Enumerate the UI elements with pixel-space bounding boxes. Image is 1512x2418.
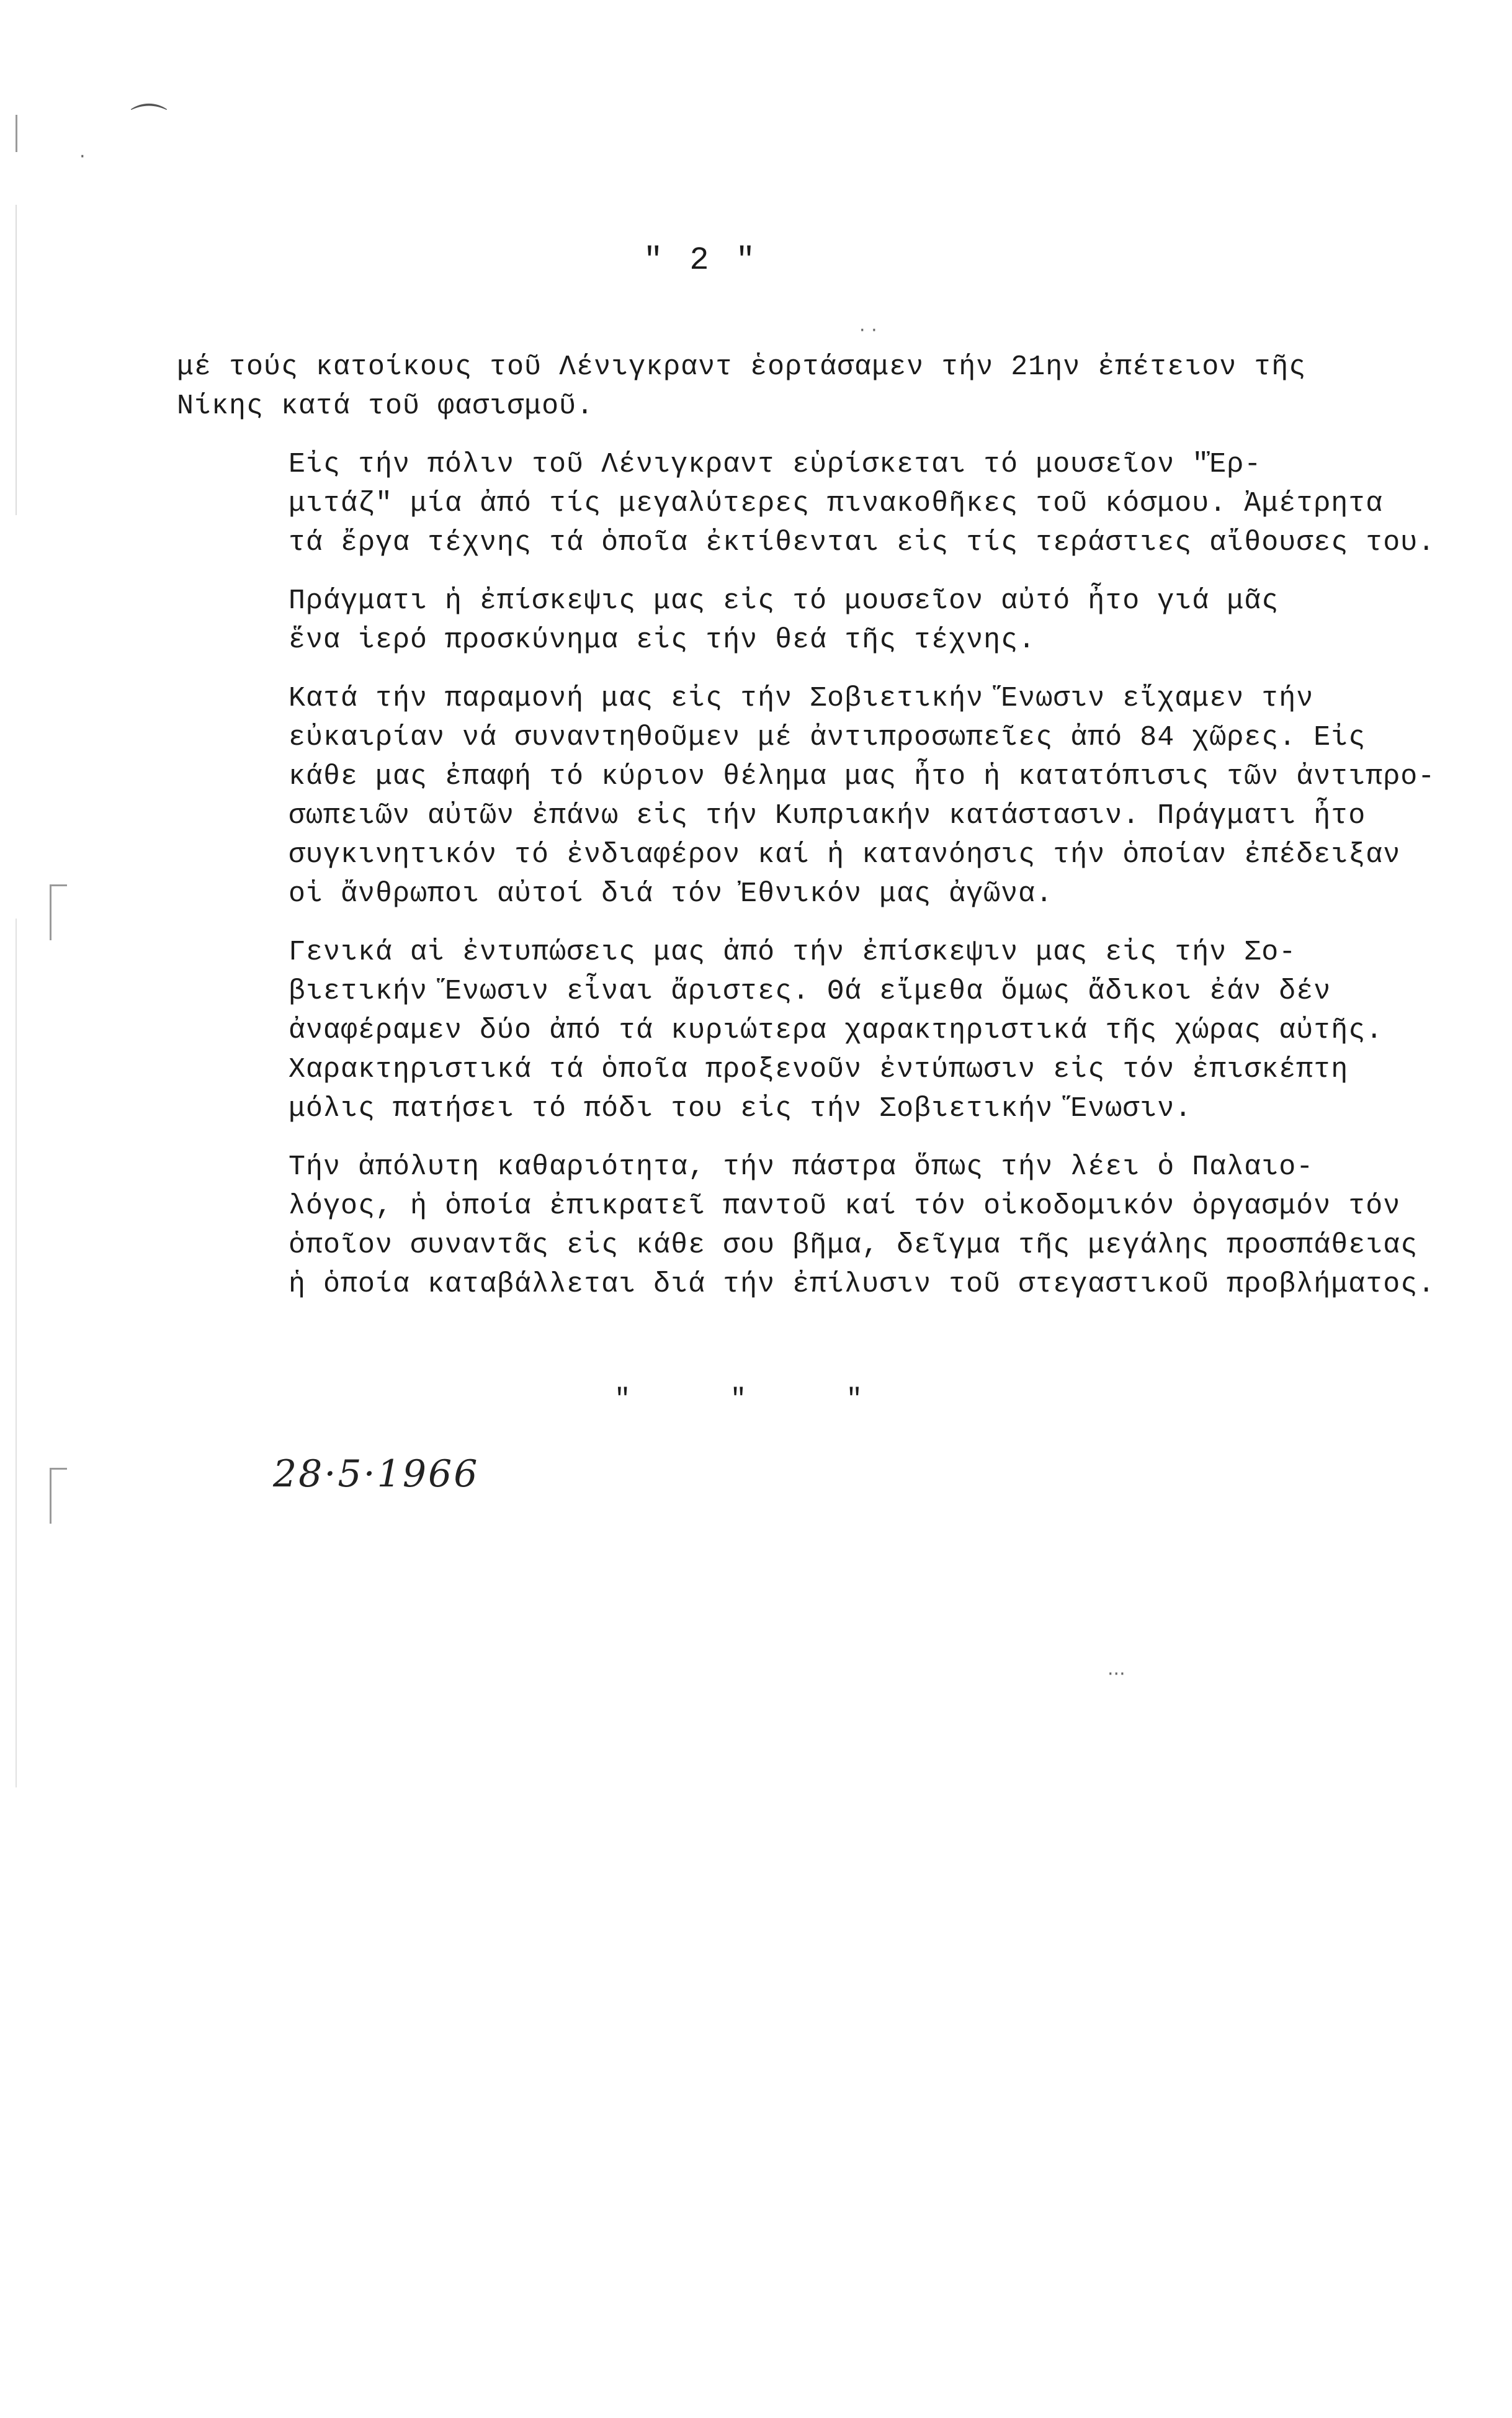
paragraph <box>177 1148 1436 1304</box>
text-line: κάθε μας ἐπαφή τό κύριον θέλημα μας ἦτο ἡ κατατόπισις τῶν ἀντιπρο- <box>289 761 1436 793</box>
text-line: μιτάζ" μία ἀπό τίς μεγαλύτερες πινακοθῆκες τοῦ κόσμου. Ἀμέτρητα <box>289 488 1384 519</box>
text-line: εὐκαιρίαν νά συναντηθοῦμεν μέ ἀντιπροσωπεῖες ἀπό 84 χῶρες. Εἰς <box>289 722 1366 753</box>
end-mark: " <box>614 1384 631 1415</box>
handwritten-date: 28·5·1966 <box>273 1452 480 1496</box>
text-line: Κατά τήν παραμονή μας εἰς τήν Σοβιετικήν Ἕνωσιν εἴχαμεν τήν <box>289 683 1314 714</box>
paragraph <box>177 348 1424 426</box>
left-bracket-mark <box>50 1468 67 1470</box>
text-line: συγκινητικόν τό ἐνδιαφέρον καί ἡ κατανόησις τήν ὁποίαν ἐπέδειξαν <box>289 839 1401 871</box>
left-bracket-mark <box>50 884 51 940</box>
text-line: Πράγματι ἡ ἐπίσκεψις μας εἰς τό μουσεῖον αὐτό ἦτο γιά μᾶς <box>289 585 1279 617</box>
text-line: μέ τούς κατοίκους τοῦ Λένιγκραντ ἑορτάσαμεν τήν 21ην ἐπέτειον τῆς <box>177 351 1307 383</box>
scan-dot-icon: · <box>79 146 86 168</box>
text-line: βιετικήν Ἕνωσιν εἶναι ἄριστες. Θά εἴμεθα ὅμως ἄδικοι ἐάν δέν <box>289 976 1331 1007</box>
text-line: Εἰς τήν πόλιν τοῦ Λένιγκραντ εὑρίσκεται τό μουσεῖον "Ἐρ- <box>289 449 1262 480</box>
paragraph <box>177 933 1424 1128</box>
left-bracket-mark <box>50 1468 51 1524</box>
text-line: λόγος, ἡ ὁποία ἐπικρατεῖ παντοῦ καί τόν οἰκοδομικόν ὀργασμόν τόν <box>289 1190 1401 1222</box>
left-bracket-mark <box>50 884 67 886</box>
text-line: σωπειῶν αὐτῶν ἐπάνω εἰς τήν Κυπριακήν κατάστασιν. Πράγματι ἦτο <box>289 800 1366 832</box>
left-edge-mark <box>16 205 17 515</box>
text-line: Χαρακτηριστικά τά ὁποῖα προξενοῦν ἐντύπωσιν εἰς τόν ἐπισκέπτη <box>289 1054 1349 1085</box>
paragraph <box>177 445 1436 562</box>
end-marks <box>614 1384 862 1415</box>
left-edge-mark <box>16 115 17 152</box>
text-line: ὁποῖον συναντᾶς εἰς κάθε σου βῆμα, δεῖγμα τῆς μεγάλης προσπάθειας <box>289 1229 1418 1261</box>
text-line: Τήν ἀπόλυτη καθαριότητα, τήν πάστρα ὅπως τήν λέει ὁ Παλαιο- <box>289 1151 1314 1183</box>
paragraph <box>177 582 1424 660</box>
text-line: ἕνα ἱερό προσκύνημα εἰς τήν θεά τῆς τέχνης. <box>289 624 1036 656</box>
scan-dot-icon: · · <box>859 320 877 341</box>
scan-mark-icon: ⌒ <box>130 101 168 145</box>
scan-dot-icon: ··· <box>1107 1663 1125 1685</box>
page-number: " 2 " <box>643 242 759 279</box>
left-edge-mark <box>16 919 17 1787</box>
text-line: μόλις πατήσει τό πόδι του εἰς τήν Σοβιετικήν Ἕνωσιν. <box>289 1093 1192 1125</box>
text-line: ἡ ὁποία καταβάλλεται διά τήν ἐπίλυσιν τοῦ στεγαστικοῦ προβλήματος. <box>289 1269 1436 1300</box>
text-line: Γενικά αἱ ἐντυπώσεις μας ἀπό τήν ἐπίσκεψιν μας εἰς τήν Σο- <box>289 937 1297 968</box>
text-line: ἀναφέραμεν δύο ἀπό τά κυριώτερα χαρακτηριστικά τῆς χώρας αὐτῆς. <box>289 1015 1384 1046</box>
text-line: Νίκης κατά τοῦ φασισμοῦ. <box>177 390 594 422</box>
end-mark: " <box>846 1384 862 1415</box>
end-mark: " <box>730 1384 747 1415</box>
text-line: οἱ ἄνθρωποι αὐτοί διά τόν Ἐθνικόν μας ἀγῶνα. <box>289 878 1053 910</box>
paragraph <box>177 679 1436 914</box>
body-text <box>177 348 1436 1323</box>
text-line: τά ἔργα τέχνης τά ὁποῖα ἐκτίθενται εἰς τίς τεράστιες αἴθουσες του. <box>289 527 1436 559</box>
